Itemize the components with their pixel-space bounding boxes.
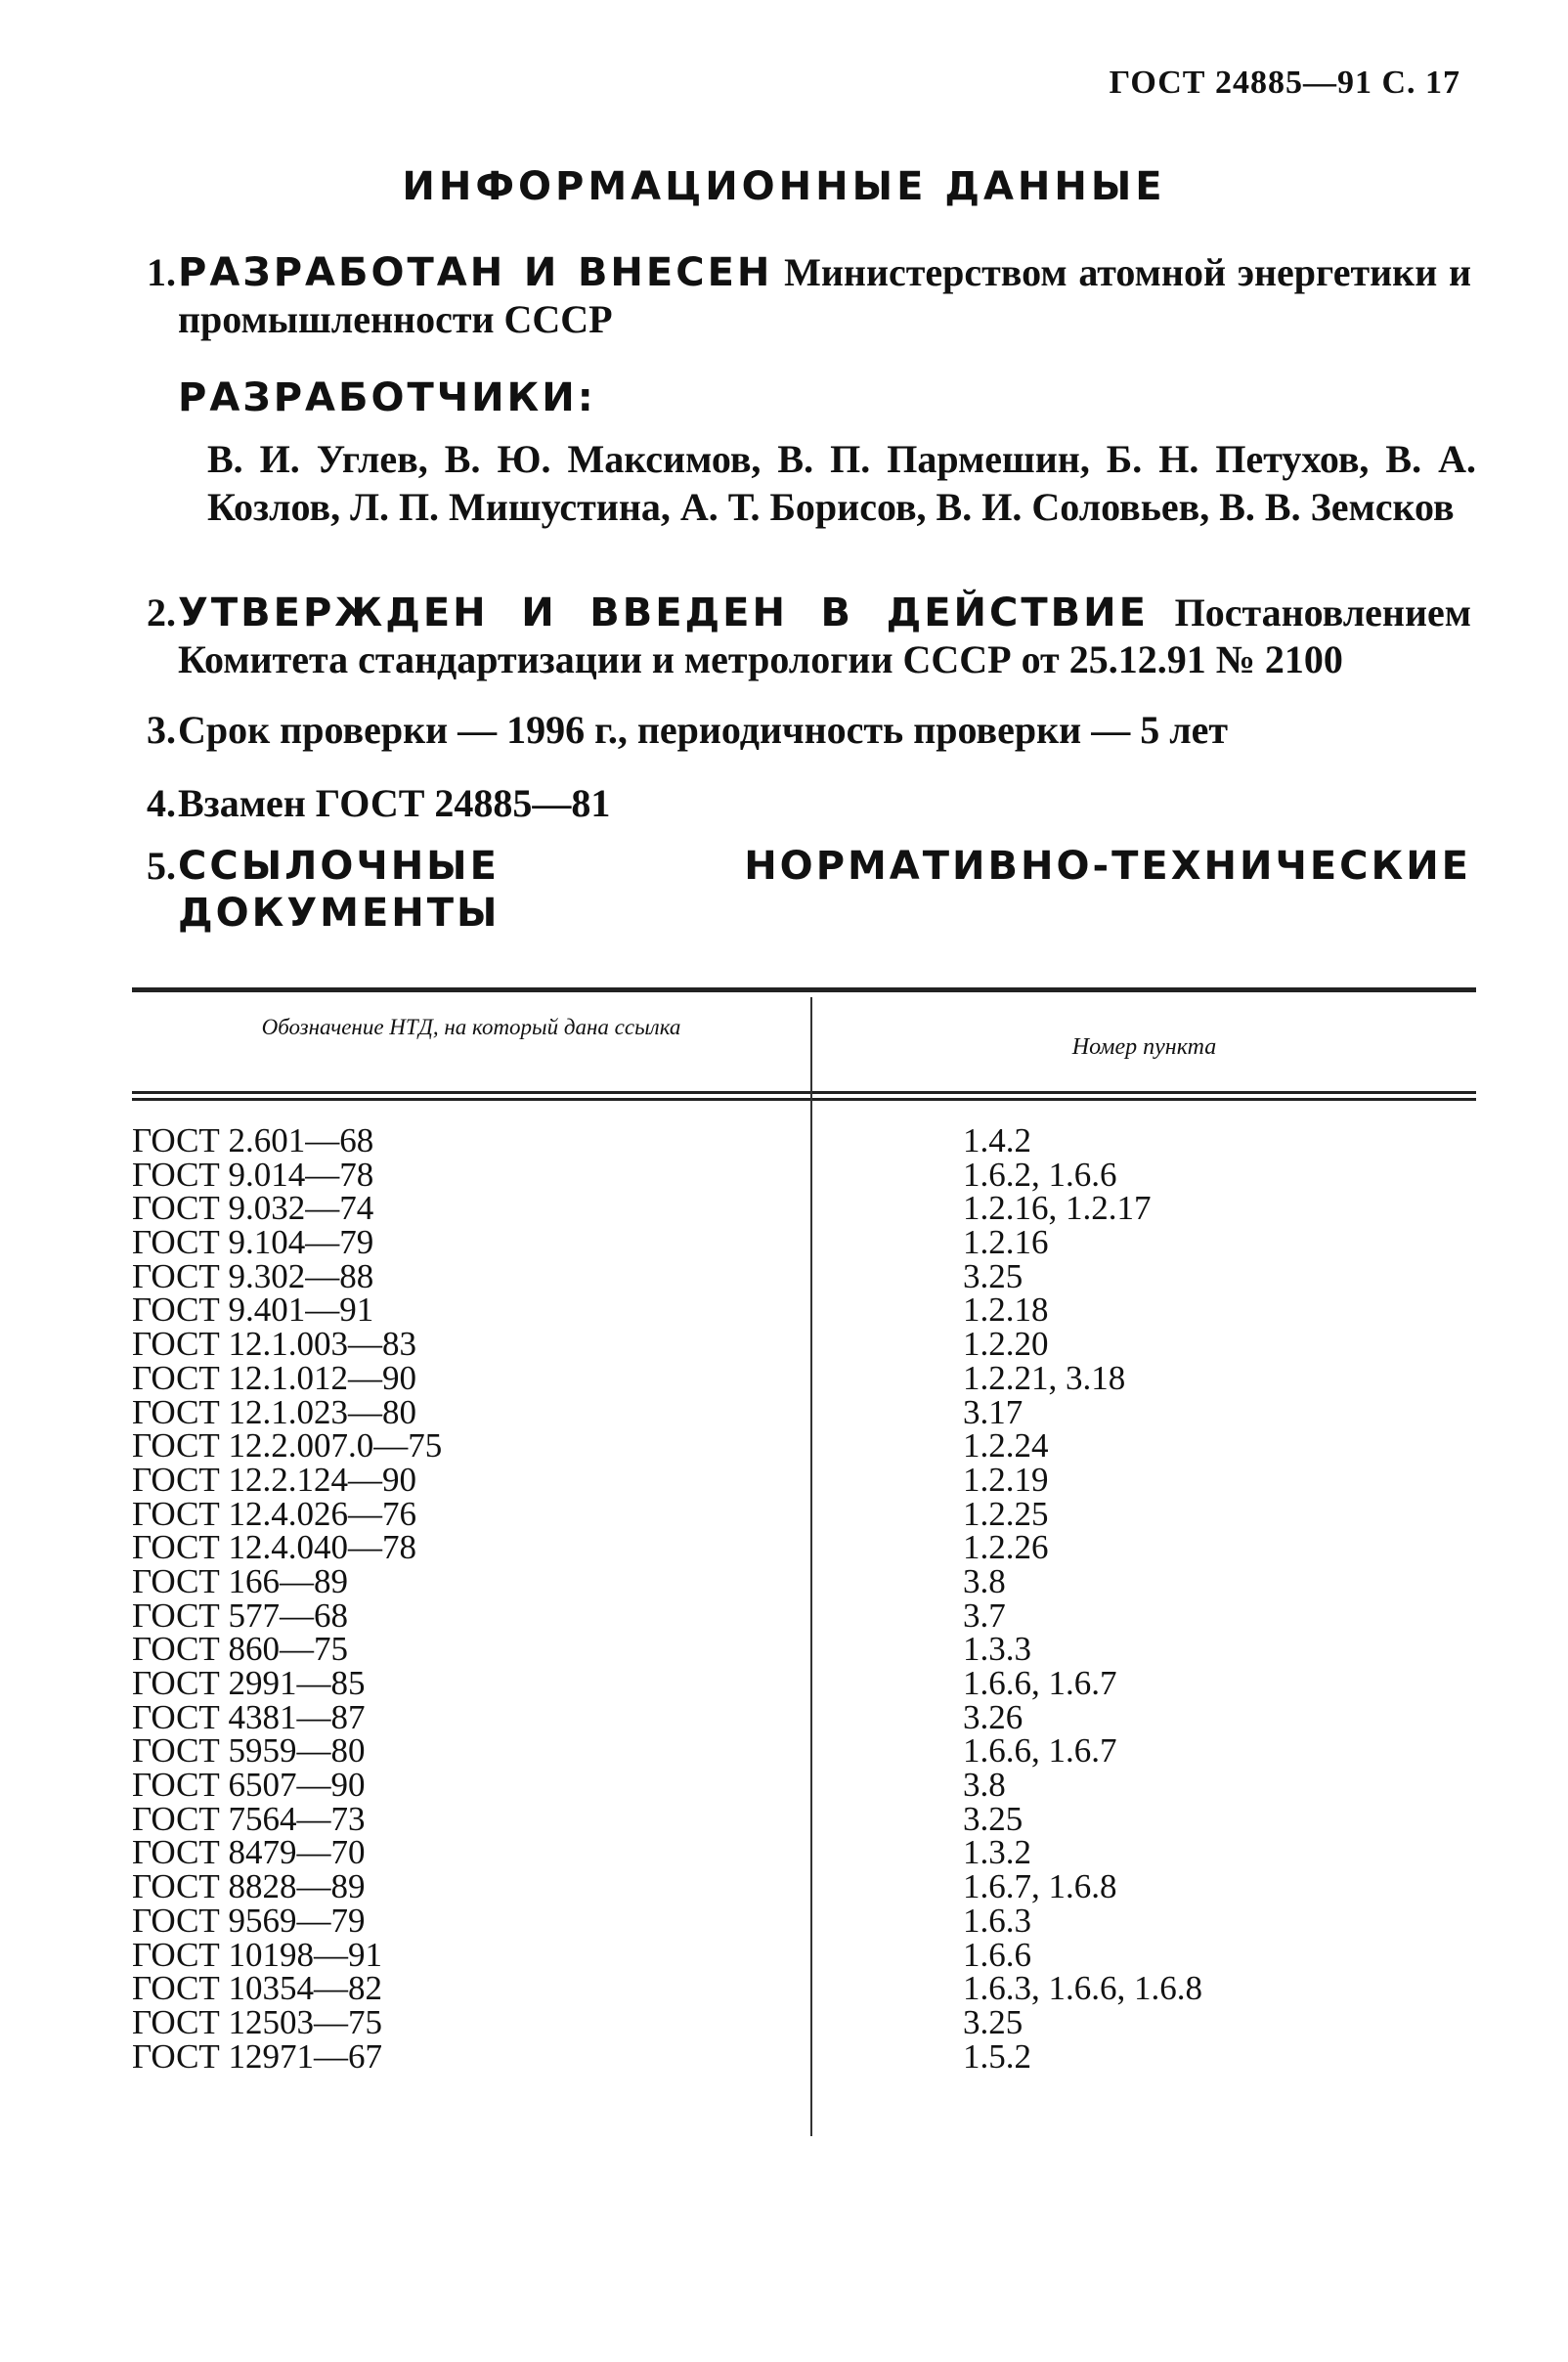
cell-document: ГОСТ 12503—75 bbox=[132, 2002, 383, 2041]
table-row bbox=[132, 1121, 1476, 1159]
item-text: Срок проверки — 1996 г., периодичность проверки — 5 лет bbox=[178, 708, 1229, 752]
cell-clause: 3.8 bbox=[963, 1766, 1006, 1805]
item-approved bbox=[117, 590, 1471, 687]
cell-document: ГОСТ 7564—73 bbox=[132, 1799, 366, 1838]
cell-clause: 1.6.3, 1.6.6, 1.6.8 bbox=[963, 1969, 1202, 2008]
cell-document: ГОСТ 9.302—88 bbox=[132, 1256, 374, 1295]
cell-document: ГОСТ 9.032—74 bbox=[132, 1189, 374, 1228]
item-number: 4. bbox=[147, 781, 176, 825]
item-review-period bbox=[117, 707, 1471, 756]
table-row bbox=[132, 1969, 1476, 2008]
cell-clause: 3.26 bbox=[963, 1697, 1024, 1736]
cell-document: ГОСТ 860—75 bbox=[132, 1630, 349, 1669]
page-header: ГОСТ 24885—91 С. 17 bbox=[1109, 65, 1460, 101]
table-row bbox=[132, 1460, 1476, 1499]
cell-clause: 3.8 bbox=[963, 1561, 1006, 1600]
cell-clause: 3.17 bbox=[963, 1392, 1024, 1431]
cell-document: ГОСТ 4381—87 bbox=[132, 1697, 366, 1736]
cell-clause: 1.2.19 bbox=[963, 1460, 1049, 1499]
cell-clause: 3.25 bbox=[963, 2002, 1024, 2041]
table-row bbox=[132, 1426, 1476, 1465]
table-row bbox=[132, 1697, 1476, 1736]
item-developed bbox=[117, 249, 1471, 357]
cell-clause: 1.4.2 bbox=[963, 1121, 1031, 1159]
item-replaces bbox=[117, 780, 1471, 829]
item-text: Министерством атомной энергетики и промышленности СССР bbox=[178, 250, 1471, 341]
table-row bbox=[132, 1494, 1476, 1533]
table-row bbox=[132, 1155, 1476, 1194]
cell-clause: 1.5.2 bbox=[963, 2036, 1031, 2076]
item-number: 1. bbox=[147, 250, 176, 294]
cell-document: ГОСТ 9.104—79 bbox=[132, 1223, 374, 1262]
cell-document: ГОСТ 577—68 bbox=[132, 1596, 349, 1635]
table-row bbox=[132, 1867, 1476, 1906]
table-body bbox=[132, 1121, 1476, 2076]
cell-document: ГОСТ 6507—90 bbox=[132, 1766, 366, 1805]
cell-clause: 1.2.16, 1.2.17 bbox=[963, 1189, 1152, 1228]
table-row bbox=[132, 1799, 1476, 1838]
cell-document: ГОСТ 9.401—91 bbox=[132, 1290, 374, 1330]
item-number: 3. bbox=[147, 708, 176, 752]
table-row bbox=[132, 1223, 1476, 1262]
table-row bbox=[132, 1561, 1476, 1600]
table-row bbox=[132, 1358, 1476, 1397]
table-row bbox=[132, 1528, 1476, 1567]
item-heading: УТВЕРЖДЕН И ВВЕДЕН В ДЕЙСТВИЕ bbox=[178, 590, 1149, 635]
cell-clause: 3.25 bbox=[963, 1256, 1024, 1295]
table-row bbox=[132, 1325, 1476, 1364]
cell-clause: 1.2.25 bbox=[963, 1494, 1049, 1533]
cell-document: ГОСТ 12.2.124—90 bbox=[132, 1460, 417, 1499]
header-rule bbox=[132, 1098, 1476, 1101]
table-row bbox=[132, 2036, 1476, 2076]
table-row bbox=[132, 1290, 1476, 1330]
item-heading: РАЗРАБОТАН И ВНЕСЕН bbox=[178, 250, 773, 295]
table-row bbox=[132, 1392, 1476, 1431]
cell-clause: 1.6.3 bbox=[963, 1901, 1031, 1940]
cell-document: ГОСТ 8479—70 bbox=[132, 1833, 366, 1872]
cell-clause: 1.2.20 bbox=[963, 1325, 1049, 1364]
item-references bbox=[117, 843, 1471, 950]
table-row bbox=[132, 1833, 1476, 1872]
cell-clause: 1.3.2 bbox=[963, 1833, 1031, 1872]
table-row bbox=[132, 1731, 1476, 1771]
cell-document: ГОСТ 10198—91 bbox=[132, 1935, 383, 1974]
cell-clause: 1.6.6, 1.6.7 bbox=[963, 1731, 1117, 1771]
table-row bbox=[132, 1664, 1476, 1702]
item-number: 5. bbox=[147, 844, 176, 888]
cell-clause: 1.2.16 bbox=[963, 1223, 1049, 1262]
cell-document: ГОСТ 12.4.040—78 bbox=[132, 1528, 417, 1567]
table-row bbox=[132, 1189, 1476, 1228]
cell-clause: 1.6.6, 1.6.7 bbox=[963, 1664, 1117, 1702]
cell-clause: 1.2.18 bbox=[963, 1290, 1049, 1330]
table-row bbox=[132, 2002, 1476, 2041]
column-header-document: Обозначение НТД, на который дана ссылка bbox=[261, 1015, 681, 1039]
item-text: Взамен ГОСТ 24885—81 bbox=[178, 781, 611, 825]
cell-clause: 1.6.6 bbox=[963, 1935, 1031, 1974]
header-rule bbox=[132, 1091, 1476, 1094]
cell-document: ГОСТ 12.4.026—76 bbox=[132, 1494, 417, 1533]
cell-clause: 1.6.2, 1.6.6 bbox=[963, 1155, 1117, 1194]
developers-list: В. И. Углев, В. Ю. Максимов, В. П. Пармешин, Б. Н. Петухов, В. А. Козлов, Л. П. Мишустина, А. Т. Борисов, В. И. Соловьев, В. В. Земсков bbox=[207, 437, 1476, 529]
cell-document: ГОСТ 5959—80 bbox=[132, 1731, 366, 1771]
references-table bbox=[132, 987, 1476, 2141]
cell-document: ГОСТ 12.1.012—90 bbox=[132, 1358, 417, 1397]
cell-clause: 1.2.21, 3.18 bbox=[963, 1358, 1126, 1397]
cell-clause: 1.3.3 bbox=[963, 1630, 1031, 1669]
cell-document: ГОСТ 10354—82 bbox=[132, 1969, 383, 2008]
table-row bbox=[132, 1935, 1476, 1974]
cell-document: ГОСТ 2991—85 bbox=[132, 1664, 366, 1702]
table-row bbox=[132, 1630, 1476, 1669]
item-text: Постановлением Комитета стандартизации и метрологии СССР от 25.12.91 № 2100 bbox=[178, 590, 1471, 681]
cell-clause: 1.6.7, 1.6.8 bbox=[963, 1867, 1117, 1906]
cell-document: ГОСТ 12.1.003—83 bbox=[132, 1325, 417, 1364]
table-row bbox=[132, 1596, 1476, 1635]
cell-document: ГОСТ 8828—89 bbox=[132, 1867, 366, 1906]
cell-clause: 1.2.26 bbox=[963, 1528, 1049, 1567]
developers-heading: РАЗРАБОТЧИКИ: bbox=[178, 375, 596, 420]
table-row bbox=[132, 1256, 1476, 1295]
item-number: 2. bbox=[147, 590, 176, 634]
table-row bbox=[132, 1901, 1476, 1940]
cell-clause: 3.7 bbox=[963, 1596, 1006, 1635]
cell-document: ГОСТ 9.014—78 bbox=[132, 1155, 374, 1194]
column-header-clause: Номер пункта bbox=[1071, 1034, 1217, 1060]
item-heading: ССЫЛОЧНЫЕ НОРМАТИВНО-ТЕХНИЧЕСКИЕ ДОКУМЕНТЫ bbox=[178, 844, 1471, 936]
table-top-rule bbox=[132, 987, 1476, 992]
cell-document: ГОСТ 166—89 bbox=[132, 1561, 349, 1600]
cell-document: ГОСТ 12.2.007.0—75 bbox=[132, 1426, 443, 1465]
cell-clause: 1.2.24 bbox=[963, 1426, 1049, 1465]
cell-clause: 3.25 bbox=[963, 1799, 1024, 1838]
table-row bbox=[132, 1766, 1476, 1805]
cell-document: ГОСТ 2.601—68 bbox=[132, 1121, 374, 1159]
cell-document: ГОСТ 12971—67 bbox=[132, 2036, 383, 2076]
document-title: ИНФОРМАЦИОННЫЕ ДАННЫЕ bbox=[402, 164, 1166, 209]
cell-document: ГОСТ 9569—79 bbox=[132, 1901, 366, 1940]
cell-document: ГОСТ 12.1.023—80 bbox=[132, 1392, 417, 1431]
